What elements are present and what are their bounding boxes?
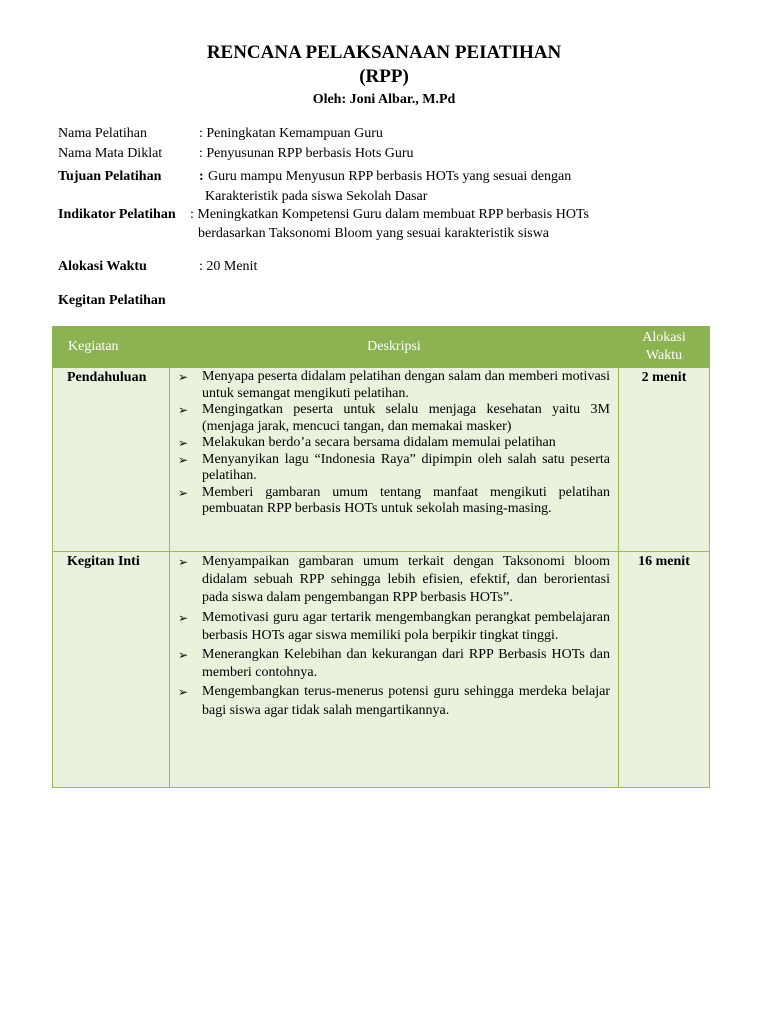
list-item: ➢ Menerangkan Kelebihan dan kekurangan dari RPP Berbasis HOTs dan memberi contohnya. [178,647,610,681]
tujuan-pelatihan-value-line2: Karakteristik pada siswa Sekolah Dasar [205,189,428,204]
arrow-bullet-icon: ➢ [178,370,189,384]
list-item: ➢ Menyapa peserta didalam pelatihan dengan salam dan memberi motivasi untuk semangat mengikuti pelatihan. [178,369,610,401]
deskripsi-cell [170,368,619,552]
list-item: ➢ Menyampaikan gambaran umum terkait dengan Taksonomi bloom didalam sebuah RPP sehingga lebih efisien, efektif, dan berorientasi pada siswa dalam pengembangan RPP berbasis HOTs”. [178,554,610,606]
nama-pelatihan-value: : Peningkatan Kemampuan Guru [199,126,383,141]
info-nama-mata-diklat [58,145,708,162]
kegiatan-cell: Kegitan Inti [53,552,170,788]
list-item: ➢ Melakukan berdo’a secara bersama didalam memulai pelatihan [178,435,556,450]
info-indikator-pelatihan [58,206,708,242]
document-subtitle: (RPP) [359,66,409,87]
arrow-bullet-icon: ➢ [178,436,189,450]
arrow-bullet-icon: ➢ [178,555,189,569]
table-row-pendahuluan [53,368,710,552]
deskripsi-list [174,369,610,518]
alokasi-waktu-value: : 20 Menit [199,259,258,274]
info-alokasi-waktu [58,258,708,275]
deskripsi-list [174,553,610,720]
header-alokasi-line1: Alokasi [642,330,686,345]
kegiatan-table [52,326,710,788]
header-alokasi-waktu [619,327,710,368]
list-item: ➢ Memberi gambaran umum tentang manfaat mengikuti pelatihan pembuatan RPP berbasis HOTs untuk sekolah masing-masing. [178,484,610,516]
nama-mata-diklat-label: Nama Mata Diklat [58,146,163,161]
header-deskripsi: Deskripsi [170,327,619,368]
alokasi-cell: 2 menit [619,368,710,552]
header-alokasi-line2: Waktu [645,348,683,363]
nama-mata-diklat-value: : Penyusunan RPP berbasis Hots Guru [199,146,414,161]
arrow-bullet-icon: ➢ [178,610,189,625]
indikator-pelatihan-label: Indikator Pelatihan [58,207,176,222]
arrow-bullet-icon: ➢ [178,485,189,500]
kegiatan-cell: Pendahuluan [53,368,170,552]
table-header-row [53,327,710,368]
tujuan-pelatihan-value-line1: Guru mampu Menyusun RPP berbasis HOTs yang sesuai dengan [208,169,572,184]
deskripsi-cell [170,552,619,788]
list-item: ➢ Mengingatkan peserta untuk selalu menjaga kesehatan yaitu 3M (menjaga jarak, mencuci tangan, dan memakai masker) [178,402,610,434]
list-item: ➢ Mengembangkan terus-menerus potensi guru sehingga merdeka belajar bagi siswa agar tidak salah mengartikannya. [178,684,610,718]
section-heading: Kegitan Pelatihan [58,293,166,308]
tujuan-pelatihan-colon: : [199,169,204,184]
alokasi-cell: 16 menit [619,552,710,788]
list-item: ➢ Memotivasi guru agar tertarik mengembangkan perangkat pembelajaran berbasis HOTs agar siswa memiliki pola berpikir tingkat tinggi. [178,609,610,643]
indikator-pelatihan-value-line2: berdasarkan Taksonomi Bloom yang sesuai karakteristik siswa [198,226,550,241]
indikator-pelatihan-value-line1: : Meningkatkan Kompetensi Guru dalam membuat RPP berbasis HOTs [190,207,589,222]
arrow-bullet-icon: ➢ [178,648,189,663]
table-row-kegitan-inti [53,552,710,788]
header-kegiatan: Kegiatan [53,327,170,368]
tujuan-pelatihan-label: Tujuan Pelatihan [58,169,162,184]
info-tujuan-pelatihan [58,168,708,204]
nama-pelatihan-label: Nama Pelatihan [58,126,148,141]
list-item: ➢ Menyanyikan lagu “Indonesia Raya” dipimpin oleh salah satu peserta pelatihan. [178,451,610,483]
arrow-bullet-icon: ➢ [178,685,189,700]
alokasi-waktu-label: Alokasi Waktu [58,259,147,274]
arrow-bullet-icon: ➢ [178,452,189,467]
document-title: RENCANA PELAKSANAAN PEIATIHAN [206,42,562,63]
arrow-bullet-icon: ➢ [178,403,189,417]
document-author: Oleh: Joni Albar., M.Pd [312,92,456,107]
info-nama-pelatihan [58,125,708,142]
